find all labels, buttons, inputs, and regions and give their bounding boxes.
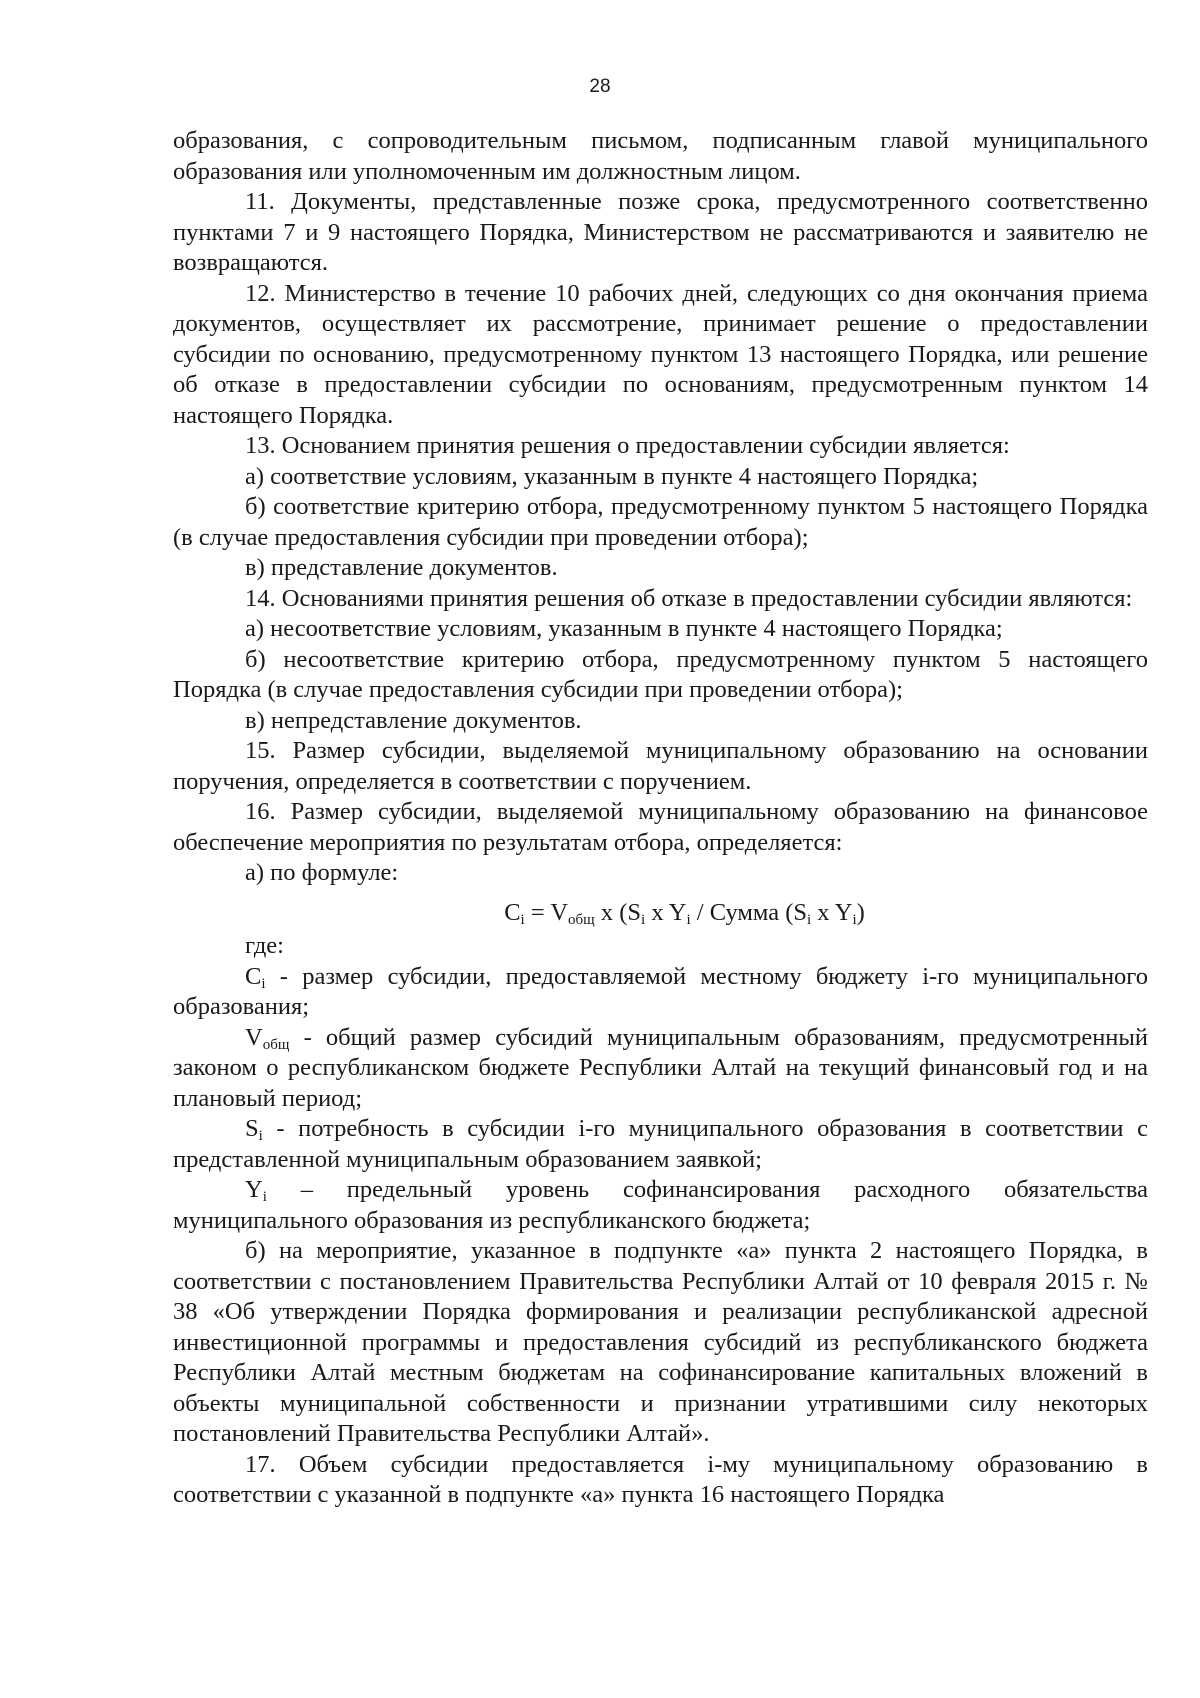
formula-c-sub: i bbox=[520, 911, 525, 928]
definition-v bbox=[173, 1023, 1148, 1115]
paragraph-14-a: а) несоответствие условиям, указанным в пункте 4 настоящего Порядка; bbox=[245, 615, 1003, 642]
formula-part-2: x Y bbox=[645, 898, 687, 926]
page-number: 28 bbox=[589, 76, 611, 97]
definition-c-text: - размер субсидии, предоставляемой местному бюджету i-го муниципального образования; bbox=[173, 962, 1148, 1020]
subsidy-formula bbox=[173, 889, 1148, 932]
formula-end: ) bbox=[856, 898, 865, 926]
formula-part-4: x Y bbox=[811, 898, 853, 926]
paragraph-12: 12. Министерство в течение 10 рабочих дней, следующих со дня окончания приема документов, осуществляет их рассмотрение, принимает решение о предоставлении субсидии по основанию, предусмотренному пунктом 13 настоящего Порядка, или решение об отказе в предоставлении субсидии по основаниям, предусмотренным пунктом 14 настоящего Порядка. bbox=[173, 279, 1148, 429]
paragraph-16-b: б) на мероприятие, указанное в подпункте «а» пункта 2 настоящего Порядка, в соответствии с постановлением Правительства Республики Алтай от 10 февраля 2015 г. № 38 «Об утверждении Порядка формирования и реализации республиканской адресной инвестиционной программы и предоставления субсидий из республиканского бюджета Республики Алтай местным бюджетам на софинансирование капитальных вложений в объекты муниципальной собственности и признании утратившими силу некоторых постановлений Правительства Республики Алтай». bbox=[173, 1237, 1148, 1447]
definition-y bbox=[173, 1175, 1148, 1236]
definition-s bbox=[173, 1114, 1148, 1175]
definition-y-text: – предельный уровень софинансирования расходного обязательства муниципального образования из республиканского бюджета; bbox=[173, 1176, 1148, 1234]
paragraph-continuation: образования, с сопроводительным письмом, подписанным главой муниципального образования или уполномоченным им должностным лицом. bbox=[173, 127, 1148, 185]
formula-s2-sub: i bbox=[807, 911, 812, 928]
definition-s-symbol: S bbox=[245, 1115, 259, 1142]
paragraph-15: 15. Размер субсидии, выделяемой муниципальному образованию на основании поручения, определяется в соответствии с поручением. bbox=[173, 737, 1148, 795]
formula-y-sub: i bbox=[686, 911, 691, 928]
formula-s-sub: i bbox=[641, 911, 646, 928]
definition-y-sub: i bbox=[262, 1189, 267, 1205]
formula-v-sub: общ bbox=[568, 911, 595, 928]
paragraph-16-a: а) по формуле: bbox=[245, 859, 399, 886]
formula-c: C bbox=[504, 898, 521, 926]
paragraph-17: 17. Объем субсидии предоставляется i-му муниципальному образованию в соответствии с указанной в подпункте «а» пункта 16 настоящего Порядка bbox=[173, 1450, 1148, 1508]
definition-c bbox=[173, 962, 1148, 1023]
paragraph-11: 11. Документы, представленные позже срока, предусмотренного соответственно пунктами 7 и 9 настоящего Порядка, Министерством не рассматриваются и заявителю не возвращаются. bbox=[173, 188, 1148, 276]
paragraph-14: 14. Основаниями принятия решения об отказе в предоставлении субсидии являются: bbox=[245, 584, 1133, 612]
formula-part-3: / Сумма (S bbox=[690, 898, 807, 926]
where-label: где: bbox=[245, 932, 284, 959]
definition-v-symbol: V bbox=[245, 1023, 263, 1051]
definition-v-text: - общий размер субсидий муниципальным образованиям, предусмотренный законом о республиканском бюджете Республики Алтай на текущий финансовый год и на плановый период; bbox=[173, 1023, 1148, 1112]
definition-s-sub: i bbox=[258, 1128, 263, 1144]
definition-v-sub: общ bbox=[262, 1036, 290, 1053]
paragraph-14-b: б) несоответствие критерию отбора, предусмотренному пунктом 5 настоящего Порядка (в случае предоставления субсидии при проведении отбора); bbox=[173, 645, 1148, 703]
definition-c-sub: i bbox=[261, 975, 266, 992]
document-body bbox=[173, 126, 1148, 1511]
paragraph-16: 16. Размер субсидии, выделяемой муниципальному образованию на финансовое обеспечение мероприятия по результатам отбора, определяется: bbox=[173, 798, 1148, 856]
paragraph-13: 13. Основанием принятия решения о предоставлении субсидии является: bbox=[245, 432, 1010, 459]
paragraph-13-a: а) соответствие условиям, указанным в пункте 4 настоящего Порядка; bbox=[245, 462, 979, 490]
formula-eq-v: = V bbox=[524, 898, 569, 926]
paragraph-13-c: в) представление документов. bbox=[245, 554, 558, 581]
formula-y2-sub: i bbox=[852, 911, 857, 928]
paragraph-13-b: б) соответствие критерию отбора, предусмотренному пунктом 5 настоящего Порядка (в случае предоставления субсидии при проведении отбора); bbox=[173, 493, 1148, 551]
definition-y-symbol: Y bbox=[245, 1176, 263, 1203]
definition-c-symbol: C bbox=[245, 962, 262, 990]
formula-part-1: x (S bbox=[594, 898, 642, 926]
paragraph-14-c: в) непредставление документов. bbox=[245, 706, 582, 734]
definition-s-text: - потребность в субсидии i-го муниципального образования в соответствии с представленной муниципальным образованием заявкой; bbox=[173, 1115, 1148, 1173]
